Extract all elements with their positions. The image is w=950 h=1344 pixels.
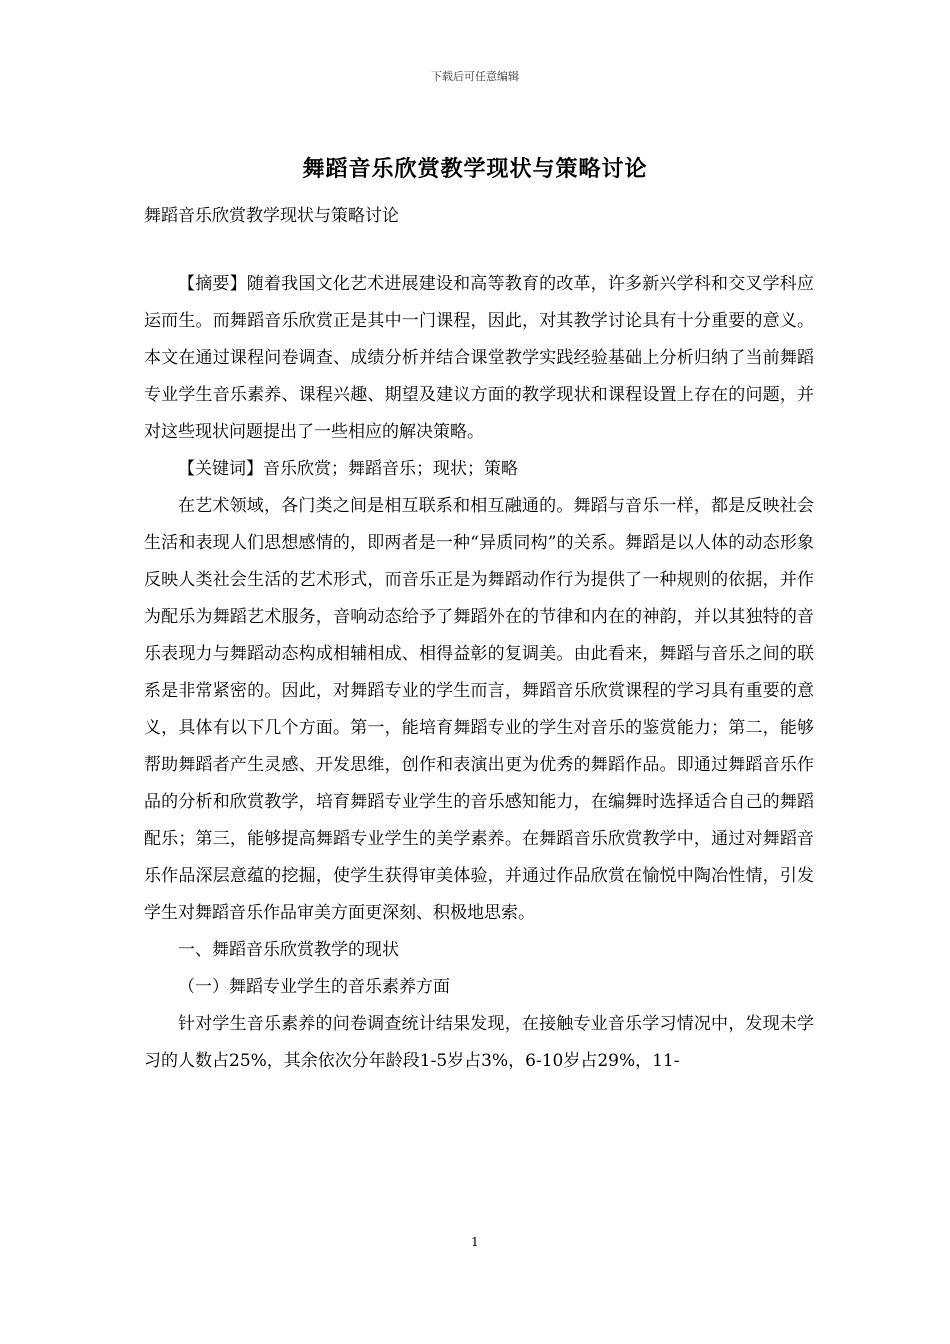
document-subtitle: 舞蹈音乐欣赏教学现状与策略讨论 [144, 206, 399, 226]
keywords-paragraph: 【关键词】音乐欣赏；舞蹈音乐；现状；策略 [178, 459, 518, 479]
section-heading: 一、舞蹈音乐欣赏教学的现状 [178, 940, 399, 960]
body-paragraph: 针对学生音乐素养的问卷调查统计结果发现，在接触专业音乐学习情况中，发现未学习的人数占25%，其余依次分年龄段1-5岁占3%，6-10岁占29%，11- [144, 1014, 814, 1071]
subsection-heading: （一）舞蹈专业学生的音乐素养方面 [178, 977, 450, 997]
intro-paragraph: 在艺术领域，各门类之间是相互联系和相互融通的。舞蹈与音乐一样，都是反映社会生活和表现人们思想感情的，即两者是一种“异质同构”的关系。舞蹈是以人体的动态形象反映人类社会生活的艺术形式，而音乐正是为舞蹈动作行为提供了一种规则的依据，并作为配乐为舞蹈艺术服务，音响动态给予了舞蹈外在的节律和内在的神韵，并以其独特的音乐表现力与舞蹈动态构成相辅相成、相得益彰的复调美。由此看来，舞蹈与音乐之间的联系是非常紧密的。因此，对舞蹈专业的学生而言，舞蹈音乐欣赏课程的学习具有重要的意义，具体有以下几个方面。第一，能培育舞蹈专业的学生对音乐的鉴赏能力；第二，能够帮助舞蹈者产生灵感、开发思维，创作和表演出更为优秀的舞蹈作品。即通过舞蹈音乐作品的分析和欣赏教学，培育舞蹈专业学生的音乐感知能力，在编舞时选择适合自己的舞蹈配乐；第三，能够提高舞蹈专业学生的美学素养。在舞蹈音乐欣赏教学中，通过对舞蹈音乐作品深层意蕴的挖掘，使学生获得审美体验，并通过作品欣赏在愉悦中陶冶性情，引发学生对舞蹈音乐作品审美方面更深刻、积极地思索。 [144, 496, 814, 923]
page-number: 1 [471, 1235, 479, 1249]
document-body [144, 266, 814, 1080]
document-title: 舞蹈音乐欣赏教学现状与策略讨论 [302, 156, 648, 182]
abstract-paragraph: 【摘要】随着我国文化艺术进展建设和高等教育的改革，许多新兴学科和交叉学科应运而生。而舞蹈音乐欣赏正是其中一门课程，因此，对其教学讨论具有十分重要的意义。本文在通过课程问卷调查、成绩分析并结合课堂教学实践经验基础上分析归纳了当前舞蹈专业学生音乐素养、课程兴趣、期望及建议方面的教学现状和课程设置上存在的问题，并对这些现状问题提出了一些相应的解决策略。 [144, 274, 814, 442]
page-header: 下载后可任意编辑 [431, 70, 519, 83]
